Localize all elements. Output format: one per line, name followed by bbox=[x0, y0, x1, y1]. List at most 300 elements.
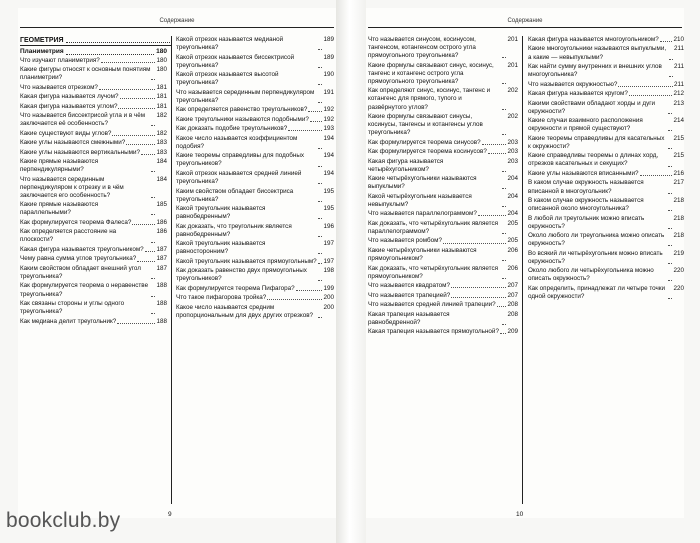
entry-text: Как формулируется теорема о неравенстве треугольника? bbox=[20, 282, 149, 298]
entry-text: Что изучают планиметрия? bbox=[20, 56, 100, 64]
dot-leader bbox=[118, 103, 155, 109]
toc-entry-row bbox=[176, 304, 334, 320]
entry-page: 197 bbox=[323, 240, 334, 248]
toc-entry bbox=[368, 247, 518, 263]
toc-entry-row bbox=[176, 36, 334, 52]
header-rule bbox=[368, 27, 682, 28]
toc-entry-row bbox=[368, 87, 518, 111]
toc-entry-row bbox=[368, 148, 518, 156]
entry-text: Какие справедливы теоремы о длинах хорд, отрезков касательных и секущих? bbox=[528, 152, 659, 168]
dot-leader bbox=[66, 48, 155, 55]
entry-page: 180 bbox=[156, 65, 167, 73]
entry-page: 217 bbox=[673, 179, 684, 187]
dot-leader bbox=[318, 54, 322, 68]
toc-entry-row bbox=[20, 246, 167, 254]
dot-leader bbox=[668, 135, 672, 149]
entry-text: Как формулируется теорема Пифагора? bbox=[176, 284, 295, 292]
dot-leader bbox=[640, 170, 673, 176]
dot-leader bbox=[502, 113, 506, 135]
entry-text: Какие фигуры относят к основным понятиям планиметрии? bbox=[20, 65, 151, 82]
entry-page: 188 bbox=[156, 300, 167, 308]
toc-entry-row bbox=[176, 267, 334, 283]
toc-column-2 bbox=[176, 36, 334, 504]
section-heading bbox=[20, 36, 172, 46]
toc-entry bbox=[20, 201, 167, 217]
entry-page: 220 bbox=[673, 284, 684, 292]
entry-page: 181 bbox=[156, 93, 167, 101]
entry-text: Как доказать, что треугольник является равнобедренным? bbox=[176, 222, 292, 238]
toc-entry-row bbox=[176, 54, 334, 70]
toc-entry bbox=[528, 81, 684, 89]
entry-text: Какой треугольник называется равнобедренным? bbox=[176, 205, 266, 221]
dot-leader bbox=[141, 149, 155, 155]
toc-entry bbox=[176, 223, 334, 239]
toc-entry-row bbox=[528, 135, 684, 151]
dot-leader bbox=[288, 125, 322, 131]
dot-leader bbox=[669, 63, 673, 77]
toc-entry bbox=[20, 176, 167, 200]
dot-leader bbox=[618, 81, 673, 87]
entry-text: Какие теоремы справедливы для касательных к окружности? bbox=[528, 134, 665, 150]
dot-leader bbox=[151, 201, 155, 215]
entry-page: 187 bbox=[156, 245, 167, 253]
dot-leader bbox=[660, 36, 673, 42]
toc-entry-row bbox=[20, 57, 167, 65]
dot-leader bbox=[502, 62, 506, 84]
toc-entry bbox=[176, 188, 334, 204]
entry-text: Что называется ромбом? bbox=[368, 237, 442, 245]
toc-entry-row bbox=[368, 210, 518, 218]
entry-text: Какие прямые называются перпендикулярными? bbox=[20, 158, 99, 174]
dot-leader bbox=[151, 282, 155, 296]
toc-entry-row bbox=[368, 292, 518, 300]
dot-leader bbox=[502, 247, 506, 261]
entry-text: Какие случаи взаимного расположения окружности и прямой существуют? bbox=[528, 117, 643, 133]
toc-entry-row bbox=[176, 125, 334, 133]
subsection-heading bbox=[20, 48, 167, 57]
entry-text: Какой треугольник называется прямоугольным? bbox=[176, 257, 317, 265]
toc-entry-row bbox=[20, 158, 167, 174]
toc-entry bbox=[20, 282, 167, 298]
dot-leader bbox=[318, 223, 322, 237]
entry-text: Что называется серединным перпендикуляром треугольника? bbox=[176, 88, 315, 104]
toc-entry bbox=[368, 62, 518, 86]
toc-entry-row bbox=[528, 100, 684, 116]
dot-leader bbox=[318, 36, 322, 50]
toc-entry-row bbox=[176, 106, 334, 114]
entry-text: Что называется биссектрисой угла и в чём заключается её особенность? bbox=[20, 112, 146, 128]
toc-entry bbox=[176, 285, 334, 293]
toc-entry bbox=[528, 117, 684, 133]
toc-entry-row bbox=[176, 258, 334, 266]
toc-entry-row bbox=[20, 219, 167, 227]
page-number: 10 bbox=[516, 511, 524, 518]
toc-entry bbox=[528, 135, 684, 151]
entry-page: 203 bbox=[507, 148, 518, 156]
entry-text: Какие многоугольники называются выпуклыми, а какие — невыпуклыми? bbox=[528, 45, 667, 61]
entry-text: Какая фигура называется треугольником? bbox=[20, 245, 144, 253]
entry-page: 206 bbox=[507, 264, 518, 272]
toc-entry-row bbox=[20, 139, 167, 147]
entry-page: 207 bbox=[507, 291, 518, 299]
toc-entry-row bbox=[20, 130, 167, 138]
toc-entries bbox=[20, 57, 167, 326]
toc-entry-row bbox=[20, 84, 167, 92]
entry-page: 204 bbox=[507, 192, 518, 200]
entry-page: 187 bbox=[156, 264, 167, 272]
entry-text: Какие формулы связывают синусы, косинусы, тангенсы и котангенсы углов треугольника? bbox=[368, 113, 483, 137]
toc-entry bbox=[368, 36, 518, 60]
entry-text: Как доказать, что четырёхугольник является прямоугольником? bbox=[368, 264, 499, 280]
toc-entry-row bbox=[368, 158, 518, 174]
toc-column-1 bbox=[20, 36, 172, 504]
entry-page: 204 bbox=[507, 175, 518, 183]
entry-page: 218 bbox=[673, 214, 684, 222]
entry-page: 207 bbox=[507, 282, 518, 290]
entry-page: 184 bbox=[156, 175, 167, 183]
entry-page: 212 bbox=[673, 90, 684, 98]
entry-page: 208 bbox=[507, 301, 518, 309]
toc-entry-row bbox=[176, 71, 334, 87]
entry-page: 211 bbox=[673, 80, 684, 88]
entry-page: 183 bbox=[156, 139, 167, 147]
toc-column-3 bbox=[368, 36, 523, 504]
toc-entry bbox=[20, 139, 167, 147]
running-head: Содержание bbox=[159, 18, 195, 24]
dot-leader bbox=[668, 152, 672, 166]
dot-leader bbox=[668, 250, 672, 264]
entry-page: 219 bbox=[673, 249, 684, 257]
dot-leader bbox=[308, 106, 322, 112]
entry-page: 188 bbox=[156, 282, 167, 290]
entry-page: 193 bbox=[323, 125, 334, 133]
entry-page: 186 bbox=[156, 218, 167, 226]
toc-entry-row bbox=[20, 176, 167, 200]
entry-page: 194 bbox=[323, 152, 334, 160]
toc-entry bbox=[368, 237, 518, 245]
entry-page: 202 bbox=[507, 87, 518, 95]
toc-entry-row bbox=[528, 285, 684, 301]
toc-entry bbox=[368, 158, 518, 174]
dot-leader bbox=[151, 300, 155, 314]
toc-entry-row bbox=[368, 282, 518, 290]
entry-text: Что называется трапецией? bbox=[368, 291, 451, 299]
toc-entry bbox=[368, 210, 518, 218]
toc-column-4 bbox=[528, 36, 684, 504]
toc-entry bbox=[176, 294, 334, 302]
toc-entry bbox=[368, 292, 518, 300]
toc-entry bbox=[368, 139, 518, 147]
entry-page: 182 bbox=[156, 129, 167, 137]
toc-entry-row bbox=[368, 113, 518, 137]
toc-entry bbox=[20, 84, 167, 92]
entry-text: Какой четырёхугольник называется невыпуклым? bbox=[368, 192, 472, 208]
entry-text: Какая трапеция называется прямоугольной? bbox=[368, 328, 499, 336]
entry-page: 209 bbox=[507, 328, 518, 336]
toc-entry bbox=[528, 63, 684, 79]
entry-text: Как медиана делит треугольник? bbox=[20, 317, 117, 325]
toc-entry bbox=[176, 135, 334, 151]
dot-leader bbox=[137, 255, 155, 261]
entry-page: 197 bbox=[323, 257, 334, 265]
toc-entry bbox=[528, 179, 684, 195]
entry-page: 208 bbox=[507, 310, 518, 318]
entry-text: Какие существуют виды углов? bbox=[20, 129, 112, 137]
entry-page: 182 bbox=[156, 112, 167, 120]
entry-text: Как определяется равенство треугольников? bbox=[176, 106, 308, 114]
dot-leader bbox=[497, 301, 507, 307]
entry-text: Как связаны стороны и углы одного треугольника? bbox=[20, 300, 125, 316]
toc-entry-row bbox=[368, 237, 518, 245]
entry-text: Как доказать, что четырёхугольник является параллелограммом? bbox=[368, 219, 499, 235]
dot-leader bbox=[318, 71, 322, 85]
toc-entry-row bbox=[528, 63, 684, 79]
toc-entry-row bbox=[528, 117, 684, 133]
toc-entry-row bbox=[368, 311, 518, 327]
entry-page: 189 bbox=[323, 53, 334, 61]
toc-entry-row bbox=[20, 282, 167, 298]
entry-text: Что такое пифагорова тройка? bbox=[176, 294, 267, 302]
toc-columns bbox=[368, 36, 682, 504]
toc-entry bbox=[528, 197, 684, 213]
entry-text: Какие прямые называются параллельными? bbox=[20, 201, 99, 217]
entry-text: Какие углы называются вписанными? bbox=[528, 169, 639, 177]
entry-text: Какие треугольники называются подобными? bbox=[176, 115, 309, 123]
entry-text: Что называется средней линией трапеции? bbox=[368, 301, 496, 309]
dot-leader bbox=[318, 205, 322, 219]
entry-page: 188 bbox=[156, 317, 167, 325]
toc-entry-row bbox=[528, 250, 684, 266]
toc-entry bbox=[20, 130, 167, 138]
toc-entry bbox=[368, 220, 518, 236]
entry-text: Около любого ли четырёхугольника можно описать окружность? bbox=[528, 267, 654, 283]
entry-text: Какие четырёхугольники называются прямоугольником? bbox=[368, 246, 477, 263]
toc-entry-row bbox=[528, 45, 684, 61]
entry-page: 214 bbox=[673, 117, 684, 125]
section-title: ГЕОМЕТРИЯ bbox=[20, 37, 64, 44]
toc-entry bbox=[176, 304, 334, 320]
toc-entry bbox=[20, 112, 167, 128]
toc-entry-row bbox=[368, 220, 518, 236]
left-page bbox=[18, 8, 336, 518]
watermark: bookclub.by bbox=[6, 509, 121, 532]
dot-leader bbox=[151, 112, 155, 126]
right-page bbox=[366, 8, 684, 518]
entry-text: Какой отрезок называется медианой треугольника? bbox=[176, 36, 284, 52]
toc-entry-row bbox=[528, 267, 684, 283]
toc-entry-row bbox=[20, 255, 167, 263]
entry-page: 189 bbox=[323, 36, 334, 43]
entry-text: Как доказать равенство двух прямоугольных треугольников? bbox=[176, 267, 307, 283]
entry-page: 196 bbox=[323, 222, 334, 230]
toc-entry bbox=[20, 246, 167, 254]
dot-leader bbox=[151, 228, 155, 242]
dot-leader bbox=[502, 220, 506, 234]
toc-entry bbox=[176, 240, 334, 256]
header-rule bbox=[20, 27, 334, 28]
entry-text: В любой ли треугольник можно вписать окружность? bbox=[528, 214, 645, 230]
dot-leader bbox=[668, 197, 672, 211]
entry-page: 200 bbox=[323, 303, 334, 311]
book-gutter bbox=[336, 0, 366, 543]
entry-text: Какая фигура называется углом? bbox=[20, 102, 118, 110]
toc-entry-row bbox=[368, 193, 518, 209]
toc-entry-row bbox=[20, 149, 167, 157]
dot-leader bbox=[502, 265, 506, 279]
entry-text: Что называется отрезком? bbox=[20, 83, 98, 91]
entry-text: Какая фигура называется многоугольником? bbox=[528, 36, 659, 43]
entry-page: 180 bbox=[156, 56, 167, 64]
entry-page: 206 bbox=[507, 246, 518, 254]
entry-page: 203 bbox=[507, 138, 518, 146]
entry-page: 198 bbox=[323, 267, 334, 275]
entry-text: В каком случае окружность называется описанной около многоугольника? bbox=[528, 196, 644, 213]
toc-entry bbox=[368, 113, 518, 137]
toc-entry-row bbox=[528, 215, 684, 231]
toc-entry-row bbox=[20, 112, 167, 128]
entry-text: Что называется синусом, косинусом, тангенсом, котангенсом острого угла прямоугольного треугольника? bbox=[368, 36, 476, 60]
toc-entry bbox=[176, 36, 334, 52]
toc-entry-row bbox=[176, 294, 334, 302]
toc-entry bbox=[176, 89, 334, 105]
toc-entry-row bbox=[20, 300, 167, 316]
dot-leader bbox=[668, 215, 672, 229]
dot-leader bbox=[668, 179, 672, 193]
entry-page: 190 bbox=[323, 71, 334, 79]
entry-page: 192 bbox=[323, 115, 334, 123]
toc-entry-row bbox=[20, 265, 167, 281]
entry-page: 215 bbox=[673, 152, 684, 160]
dot-leader bbox=[668, 100, 672, 114]
dot-leader bbox=[310, 116, 323, 122]
dot-leader bbox=[502, 158, 506, 172]
entry-page: 201 bbox=[507, 61, 518, 69]
entry-text: Что называется квадратом? bbox=[368, 282, 450, 290]
toc-entry bbox=[176, 116, 334, 124]
entry-page: 218 bbox=[673, 196, 684, 204]
toc-entry bbox=[368, 311, 518, 327]
dot-leader bbox=[500, 328, 507, 334]
entry-page: 211 bbox=[673, 63, 684, 71]
entry-text: Какие формулы связывают синус, косинус, тангенс и котангенс острого угла прямоугольного треугольника? bbox=[368, 61, 494, 85]
entry-text: Как определяют синус, косинус, тангенс и котангенс для прямого, тупого и развёрнутого углов? bbox=[368, 87, 491, 111]
toc-entry bbox=[176, 54, 334, 70]
toc-entry bbox=[20, 255, 167, 263]
entry-page: 195 bbox=[323, 187, 334, 195]
entry-page: 201 bbox=[507, 36, 518, 43]
dot-leader bbox=[267, 294, 322, 300]
toc-entry-row bbox=[528, 179, 684, 195]
toc-entry bbox=[176, 267, 334, 283]
toc-entry bbox=[528, 250, 684, 266]
page-number: 9 bbox=[168, 511, 172, 518]
toc-entry bbox=[20, 103, 167, 111]
toc-entry bbox=[20, 219, 167, 227]
toc-entry bbox=[176, 106, 334, 114]
entry-text: Какие углы называются вертикальными? bbox=[20, 148, 140, 156]
dot-leader bbox=[101, 57, 156, 63]
toc-entry-row bbox=[176, 223, 334, 239]
running-head: Содержание bbox=[507, 18, 543, 24]
entry-text: Какая трапеция называется равнобедренной? bbox=[368, 310, 450, 326]
entry-text: Какими свойствами обладают хорды и дуги окружности? bbox=[528, 99, 656, 115]
toc-entry-row bbox=[528, 170, 684, 178]
toc-entry bbox=[528, 36, 684, 44]
dot-leader bbox=[318, 152, 322, 166]
subsection-page: 180 bbox=[156, 48, 167, 55]
toc-entry bbox=[176, 205, 334, 221]
dot-leader bbox=[120, 93, 156, 99]
dot-leader bbox=[126, 139, 155, 145]
dot-leader bbox=[117, 318, 155, 324]
toc-entry bbox=[368, 301, 518, 309]
toc-entry-row bbox=[528, 81, 684, 89]
toc-entry bbox=[528, 215, 684, 231]
toc-entry bbox=[20, 66, 167, 82]
entry-page: 205 bbox=[507, 219, 518, 227]
dot-leader bbox=[669, 45, 673, 59]
entry-page: 205 bbox=[507, 237, 518, 245]
entry-page: 192 bbox=[323, 106, 334, 114]
toc-entry bbox=[528, 152, 684, 168]
dot-leader bbox=[318, 304, 322, 318]
toc-entry-row bbox=[528, 197, 684, 213]
entry-page: 218 bbox=[673, 232, 684, 240]
toc-entry-row bbox=[368, 36, 518, 60]
subsection-title: Планиметрия bbox=[20, 48, 64, 55]
toc-entry-row bbox=[528, 232, 684, 248]
dot-leader bbox=[318, 258, 323, 264]
entry-text: Как доказать подобие треугольников? bbox=[176, 125, 288, 133]
dot-leader bbox=[112, 130, 155, 136]
dot-leader bbox=[132, 219, 155, 225]
entry-page: 204 bbox=[507, 210, 518, 218]
toc-entries bbox=[176, 36, 334, 320]
entry-text: Что называется окружностью? bbox=[528, 80, 618, 88]
toc-entry-row bbox=[176, 240, 334, 256]
entry-page: 187 bbox=[156, 255, 167, 263]
entry-page: 181 bbox=[156, 102, 167, 110]
toc-entry-row bbox=[176, 170, 334, 186]
toc-entry bbox=[528, 45, 684, 61]
entry-text: Какое число называется средним пропорциональным для двух других отрезков? bbox=[176, 303, 314, 319]
toc-entry-row bbox=[368, 62, 518, 86]
toc-entry-row bbox=[176, 205, 334, 221]
dot-leader bbox=[668, 232, 672, 246]
entry-text: Во всякий ли четырёхугольник можно вписать окружность? bbox=[528, 249, 663, 265]
entry-text: Какие теоремы справедливы для подобных треугольников? bbox=[176, 152, 305, 168]
dot-leader bbox=[151, 66, 155, 80]
dot-leader bbox=[66, 36, 172, 43]
toc-entry-row bbox=[20, 228, 167, 244]
entry-page: 211 bbox=[673, 45, 684, 53]
toc-entry bbox=[20, 149, 167, 157]
toc-entry bbox=[20, 57, 167, 65]
toc-entry bbox=[176, 125, 334, 133]
toc-entry bbox=[528, 285, 684, 301]
dot-leader bbox=[502, 193, 506, 207]
entry-page: 186 bbox=[156, 228, 167, 236]
entry-page: 202 bbox=[507, 113, 518, 121]
toc-entry bbox=[528, 232, 684, 248]
entry-text: Какой отрезок называется высотой треугольника? bbox=[176, 71, 279, 87]
entry-text: Что называется серединным перпендикуляром к отрезку и в чём заключается его особенность? bbox=[20, 175, 124, 199]
toc-entry-row bbox=[368, 247, 518, 263]
dot-leader bbox=[629, 90, 673, 96]
toc-entry bbox=[20, 158, 167, 174]
entry-text: Как формулируется теорема косинусов? bbox=[368, 148, 487, 156]
toc-entry-row bbox=[368, 328, 518, 336]
